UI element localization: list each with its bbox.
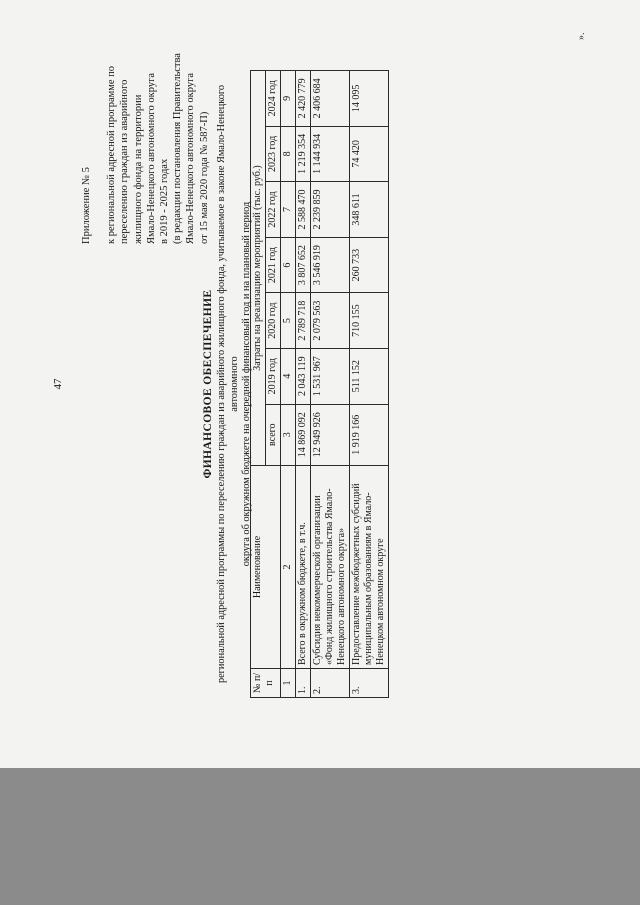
- appendix-line: переселению граждан из аварийного: [119, 79, 131, 244]
- year-header: 2023 год: [266, 126, 281, 182]
- column-number: 9: [281, 71, 296, 127]
- corner-mark: ».: [576, 32, 587, 40]
- cell-value: 348 611: [350, 182, 389, 238]
- cell-value: 3 807 652: [296, 237, 311, 293]
- appendix-line: (в редакции постановления Правительства: [172, 53, 184, 244]
- column-number: 1: [281, 669, 296, 698]
- document-subtitle-line2: округа об окружном бюджете на очередной финансовый год и на плановый период: [241, 201, 252, 567]
- cell-value: 1 919 166: [350, 404, 389, 465]
- cell-value: 14 095: [350, 71, 389, 127]
- cell-value: 511 152: [350, 348, 389, 404]
- cell-value: 2 406 684: [311, 71, 350, 127]
- page-number: 47: [52, 378, 64, 390]
- row-number: 1.: [296, 669, 311, 698]
- appendix-title: Приложение № 5: [81, 167, 92, 244]
- row-name: Субсидия некоммерческой организации «Фонд жилищного строительства Ямало-Ненецкого автономного округа»: [311, 466, 350, 669]
- cell-value: 74 420: [350, 126, 389, 182]
- appendix-line: Ямало-Ненецкого автономного округа: [145, 72, 157, 244]
- cell-value: 710 155: [350, 293, 389, 349]
- cell-value: 2 079 563: [311, 293, 350, 349]
- row-number: 2.: [311, 669, 350, 698]
- scanner-background: [0, 768, 640, 905]
- cell-value: 1 219 354: [296, 126, 311, 182]
- costs-header: Затраты на реализацию мероприятий (тыс. руб.): [251, 71, 266, 466]
- year-header: 2021 год: [266, 237, 281, 293]
- cell-value: 1 531 967: [311, 348, 350, 404]
- year-header: всего: [266, 404, 281, 465]
- appendix-line: к региональной адресной программе по: [106, 65, 118, 244]
- appendix-block: [80, 44, 211, 244]
- table-header-row: [251, 71, 266, 698]
- rotated-content: [40, 34, 600, 734]
- year-header: 2022 год: [266, 182, 281, 238]
- cell-value: 14 869 092: [296, 404, 311, 465]
- document-subtitle-line1: региональной адресной программы по переселению граждан из аварийного жилищного фонда, учитываемое в законе Ямало-Ненецкого автономного: [216, 84, 240, 684]
- table-row: [311, 71, 350, 698]
- appendix-line: Ямало-Ненецкого автономного округа: [185, 72, 197, 244]
- col-number-header: № п/п: [251, 669, 281, 698]
- column-number: 4: [281, 348, 296, 404]
- year-header: 2020 год: [266, 293, 281, 349]
- column-number-row: [281, 71, 296, 698]
- row-name: Всего в окружном бюджете, в т.ч.: [296, 466, 311, 669]
- table-row: [350, 71, 389, 698]
- column-number: 3: [281, 404, 296, 465]
- col-name-header: Наименование: [251, 466, 281, 669]
- financing-table: [250, 70, 389, 698]
- year-header: 2024 год: [266, 71, 281, 127]
- appendix-line: жилищного фонда на территории: [132, 94, 144, 244]
- column-number: 2: [281, 466, 296, 669]
- appendix-line: в 2019 - 2025 годах: [159, 158, 171, 244]
- cell-value: 2 043 119: [296, 348, 311, 404]
- cell-value: 260 733: [350, 237, 389, 293]
- cell-value: 3 546 919: [311, 237, 350, 293]
- document-title: ФИНАНСОВОЕ ОБЕСПЕЧЕНИЕ: [202, 289, 214, 479]
- column-number: 7: [281, 182, 296, 238]
- year-header: 2019 год: [266, 348, 281, 404]
- column-number: 6: [281, 237, 296, 293]
- column-number: 5: [281, 293, 296, 349]
- cell-value: 1 144 934: [311, 126, 350, 182]
- table-row: [296, 71, 311, 698]
- document-heading: [202, 74, 254, 694]
- cell-value: 2 420 779: [296, 71, 311, 127]
- cell-value: 2 588 470: [296, 182, 311, 238]
- row-name: Предоставление межбюджетных субсидий муниципальным образованиям в Ямало-Ненецком автономном округе: [350, 466, 389, 669]
- column-number: 8: [281, 126, 296, 182]
- cell-value: 12 949 926: [311, 404, 350, 465]
- cell-value: 2 789 718: [296, 293, 311, 349]
- row-number: 3.: [350, 669, 389, 698]
- appendix-line: от 15 мая 2020 года № 587-П): [198, 111, 210, 244]
- cell-value: 2 239 859: [311, 182, 350, 238]
